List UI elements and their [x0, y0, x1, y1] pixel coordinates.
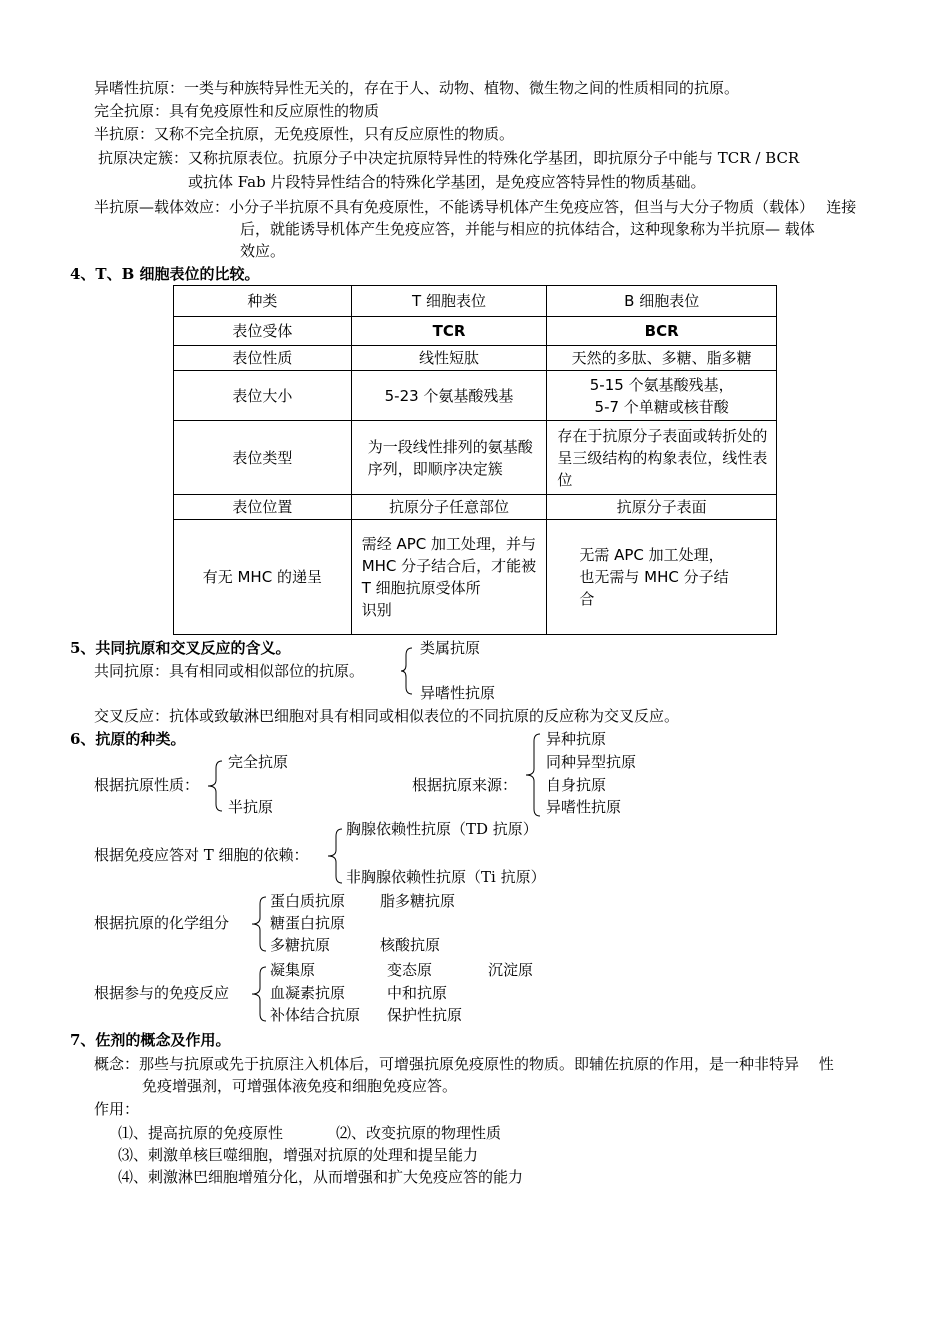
section4-title: 4、T、B 细胞表位的比较。 [70, 265, 260, 283]
row-label: 表位位置 [174, 495, 352, 520]
def-carrier-2: 后，就能诱导机体产生免疫应答，并能与相应的抗体结合，这种现象称为半抗原— 载体 [240, 220, 815, 238]
def-hapten: 半抗原：又称不完全抗原，无免疫原性，只有反应原性的物质。 [94, 125, 515, 143]
reaction-item: 保护性抗原 [387, 1006, 463, 1024]
source-item: 自身抗原 [546, 776, 607, 794]
adjuvant-action-label: 作用： [94, 1100, 140, 1118]
row-label: 表位性质 [174, 346, 352, 371]
t-dependency-item: 胸腺依赖性抗原（TD 抗原） [346, 820, 538, 838]
b-cell-line: 5-15 个氨基酸残基， [589, 375, 734, 394]
t-dependency-item: 非胸腺依赖性抗原（Ti 抗原） [346, 868, 546, 886]
source-item: 同种异型抗原 [546, 753, 637, 771]
brace-icon [400, 647, 416, 695]
t-cell: 为一段线性排列的氨基酸序列，即顺序决定簇 [351, 421, 547, 495]
t-cell: 抗原分子任意部位 [351, 495, 547, 520]
brace-icon [250, 896, 270, 952]
chem-item: 蛋白质抗原 [270, 892, 346, 910]
t-cell: 线性短肽 [351, 346, 547, 371]
table-header: B 细胞表位 [547, 286, 777, 317]
adjuvant-concept-1: 概念：那些与抗原或先于抗原注入机体后，可增强抗原免疫原性的物质。即辅佐抗原的作用，是一种非特异 性 [94, 1055, 834, 1073]
t-cell [351, 520, 547, 635]
b-cell-line: 无需 APC 加工处理， [579, 546, 724, 564]
def-carrier-3: 效应。 [240, 242, 286, 260]
t-cell-text: 需经 APC 加工处理，并与 MHC 分子结合后，才能被 T 细胞抗原受体所 [361, 535, 537, 597]
section6-title: 6、抗原的种类。 [70, 730, 186, 748]
classify-by-source-label: 根据抗原来源： [412, 776, 518, 794]
b-cell [547, 520, 777, 635]
reaction-item: 沉淀原 [488, 961, 534, 979]
t-cell-text: 识别 [361, 601, 392, 619]
row-label: 有无 MHC 的递呈 [174, 520, 352, 635]
reaction-item: 补体结合抗原 [270, 1006, 361, 1024]
chem-item: 糖蛋白抗原 [270, 914, 346, 932]
section7-title: 7、佐剂的概念及作用。 [70, 1031, 231, 1049]
b-cell-line: 也无需与 MHC 分子结 [579, 568, 729, 586]
section5-title: 5、共同抗原和交叉反应的含义。 [70, 639, 291, 657]
reaction-item: 血凝素抗原 [270, 984, 346, 1002]
chem-item: 多糖抗原 [270, 936, 331, 954]
b-cell: 天然的多肽、多糖、脂多糖 [547, 346, 777, 371]
adjuvant-concept-2: 免疫增强剂，可增强体液免疫和细胞免疫应答。 [142, 1077, 458, 1095]
nature-item: 半抗原 [228, 798, 274, 816]
table-header: 种类 [174, 286, 352, 317]
classify-by-chem-label: 根据抗原的化学组分 [94, 914, 230, 932]
adjuvant-action-item: ⑷、刺激淋巴细胞增殖分化，从而增强和扩大免疫应答的能力 [118, 1168, 524, 1186]
table-row [174, 421, 777, 495]
common-type-item: 类属抗原 [420, 639, 481, 657]
table-row [174, 317, 777, 346]
adjuvant-action-item: ⑴、提高抗原的免疫原性 [118, 1124, 284, 1142]
common-type-item: 异嗜性抗原 [420, 684, 496, 702]
source-item: 异嗜性抗原 [546, 798, 622, 816]
chem-item: 脂多糖抗原 [380, 892, 456, 910]
b-cell: BCR [547, 317, 777, 346]
b-cell: 抗原分子表面 [547, 495, 777, 520]
adjuvant-action-item: ⑵、改变抗原的物理性质 [336, 1124, 502, 1142]
brace-icon [206, 760, 226, 812]
brace-icon [524, 733, 544, 817]
common-antigen-def: 共同抗原：具有相同或相似部位的抗原。 [94, 662, 365, 680]
table-row [174, 346, 777, 371]
t-cell: TCR [351, 317, 547, 346]
row-label: 表位大小 [174, 371, 352, 421]
def-carrier-1: 半抗原—载体效应：小分子半抗原不具有免疫原性，不能诱导机体产生免疫应答，但当与大分子物质（载体） 连接 [94, 198, 857, 216]
def-determinant-1: 抗原决定簇：又称抗原表位。抗原分子中决定抗原特异性的特殊化学基团，即抗原分子中能与 TCR / BCR [98, 149, 800, 167]
row-label: 表位受体 [174, 317, 352, 346]
classify-by-reaction-label: 根据参与的免疫反应 [94, 984, 230, 1002]
reaction-item: 变态原 [387, 961, 433, 979]
b-cell [547, 371, 777, 421]
def-determinant-2: 或抗体 Fab 片段特异性结合的特殊化学基团，是免疫应答特异性的物质基础。 [188, 173, 706, 191]
reaction-item: 凝集原 [270, 961, 316, 979]
cross-reaction-def: 交叉反应：抗体或致敏淋巴细胞对具有相同或相似表位的不同抗原的反应称为交叉反应。 [94, 707, 680, 725]
t-cell: 5-23 个氨基酸残基 [351, 371, 547, 421]
b-cell-line: 合 [579, 590, 595, 608]
adjuvant-action-item: ⑶、刺激单核巨噬细胞，增强对抗原的处理和提呈能力 [118, 1146, 479, 1164]
def-heterophile: 异嗜性抗原：一类与种族特异性无关的，存在于人、动物、植物、微生物之间的性质相同的抗原。 [94, 79, 740, 97]
nature-item: 完全抗原 [228, 753, 289, 771]
epitope-comparison-table [173, 285, 777, 635]
chem-item: 核酸抗原 [380, 936, 441, 954]
classify-by-nature-label: 根据抗原性质： [94, 776, 200, 794]
def-complete: 完全抗原：具有免疫原性和反应原性的物质 [94, 102, 380, 120]
source-item: 异种抗原 [546, 730, 607, 748]
table-row [174, 371, 777, 421]
table-row [174, 520, 777, 635]
classify-by-t-label: 根据免疫应答对 T 细胞的依赖： [94, 846, 309, 864]
b-cell: 存在于抗原分子表面或转折处的呈三级结构的构象表位，线性表位 [547, 421, 777, 495]
row-label: 表位类型 [174, 421, 352, 495]
table-header-row [174, 286, 777, 317]
brace-icon [250, 966, 270, 1022]
b-cell-line: 5-7 个单糖或核苷酸 [594, 397, 729, 416]
table-header: T 细胞表位 [351, 286, 547, 317]
brace-icon [326, 828, 346, 884]
reaction-item: 中和抗原 [387, 984, 448, 1002]
table-row [174, 495, 777, 520]
